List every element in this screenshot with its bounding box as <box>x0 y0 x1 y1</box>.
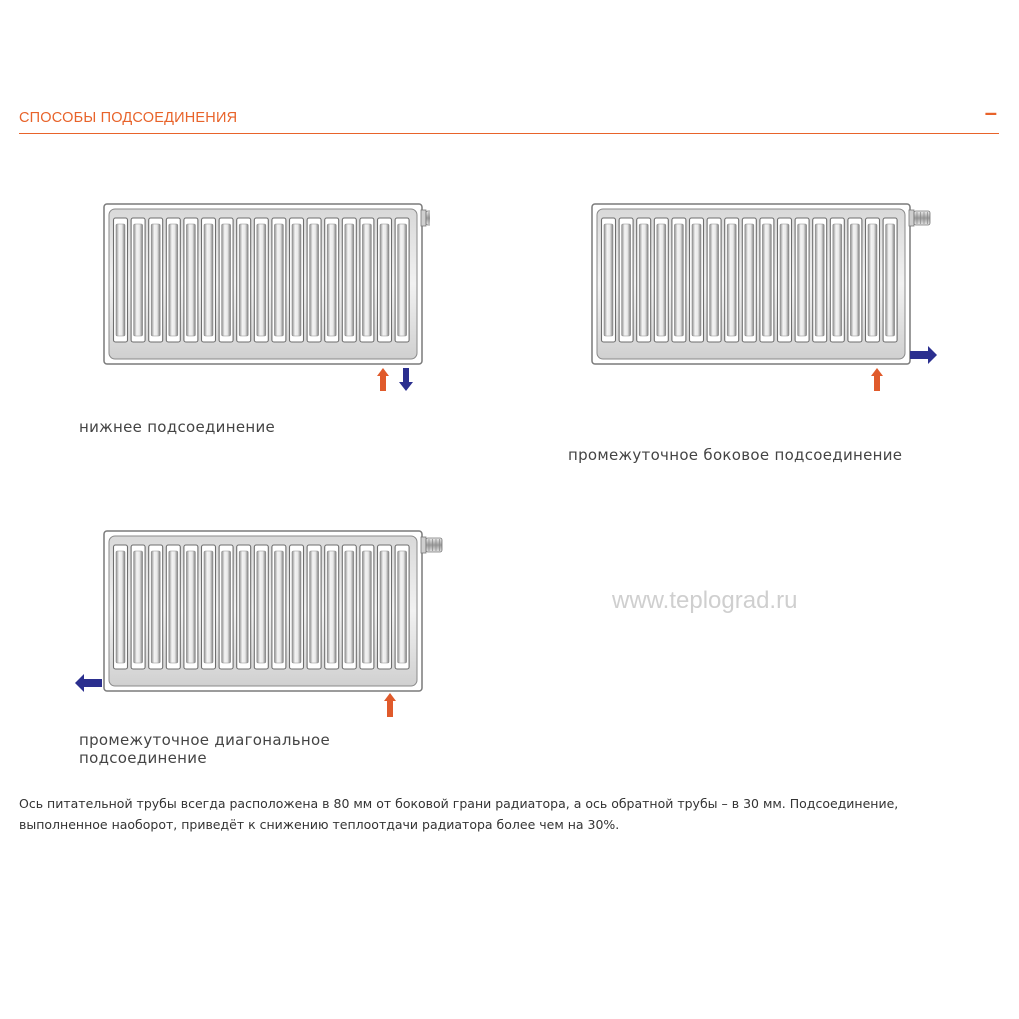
radiator-body <box>104 531 442 691</box>
caption-diagonal-line1: промежуточное диагональное <box>79 731 331 749</box>
caption-bottom-connection: нижнее подсоединение <box>79 418 276 436</box>
radiator-body <box>592 204 930 364</box>
supply-arrow-up <box>871 368 883 391</box>
section-title: СПОСОБЫ ПОДСОЕДИНЕНИЯ <box>19 110 238 126</box>
caption-side-connection: промежуточное боковое подсоединение <box>568 446 903 464</box>
collapse-toggle[interactable]: – <box>984 100 997 125</box>
return-arrow-right <box>910 346 937 364</box>
caption-diagonal-connection <box>79 731 330 767</box>
supply-arrow-up <box>384 693 396 717</box>
radiator-diagram-bottom <box>100 200 430 395</box>
radiator-body <box>104 204 430 364</box>
radiator-diagram-side <box>588 200 948 395</box>
radiator-diagram-diagonal <box>70 527 460 727</box>
watermark: www.teplograd.ru <box>612 587 798 614</box>
return-arrow-down <box>399 368 413 391</box>
supply-arrow-up <box>377 368 389 391</box>
connection-note: Ось питательной трубы всегда расположена в 80 мм от боковой грани радиатора, а ось обратной трубы – в 30 мм. Подсоединение, выполненное наоборот, приведёт к снижению теплоотдачи радиатора более чем на 30%. <box>19 796 899 832</box>
section-header[interactable] <box>19 100 999 134</box>
return-arrow-left <box>75 674 102 692</box>
caption-diagonal-line2: подсоединение <box>79 749 207 767</box>
